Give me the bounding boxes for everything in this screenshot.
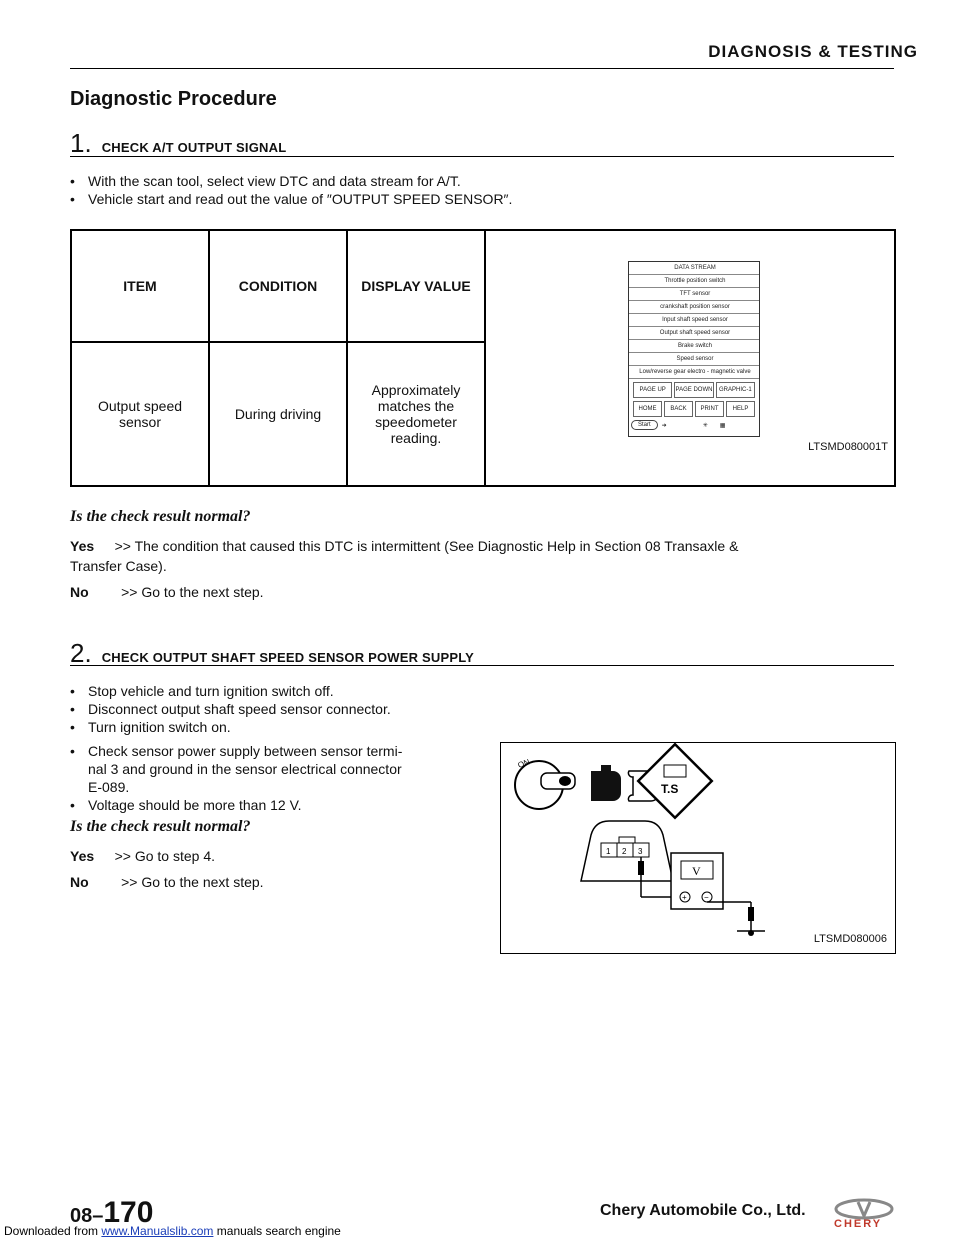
voltage-check-figure (500, 742, 896, 954)
company-name: Chery Automobile Co., Ltd. (600, 1202, 806, 1219)
yes-text-continued: Transfer Case). (70, 558, 167, 574)
figure-id: LTSMD080001T (808, 441, 888, 453)
list-item: • Turn ignition switch on. (70, 719, 231, 735)
pin-3-label: 3 (638, 847, 643, 856)
no-label: No (70, 584, 89, 600)
step-2-bullets-2 (70, 742, 470, 814)
list-item: • Check sensor power supply between sensor termi- (70, 743, 403, 759)
key-on-label: ON (516, 757, 531, 770)
download-notice: Downloaded from www.Manualslib.com manuals search engine (4, 1224, 341, 1238)
table-header-display-value: DISPLAY VALUE (347, 230, 485, 342)
list-item: Input shaft speed sensor (629, 314, 759, 327)
sensor-connector-icon (581, 821, 673, 881)
print-button: PRINT (695, 401, 724, 417)
help-button: HELP (726, 401, 755, 417)
step-1-heading (70, 128, 286, 159)
step-1-yes-answer (70, 538, 900, 556)
step-1-rule (70, 156, 894, 157)
list-item: Output shaft speed sensor (629, 327, 759, 340)
list-item: TFT sensor (629, 288, 759, 301)
data-stream-figure-cell (485, 230, 895, 486)
list-item: • With the scan tool, select view DTC and data stream for A/T. (70, 173, 461, 189)
table-cell-item: Output speed sensor (71, 342, 209, 486)
no-text: >> Go to the next step. (121, 584, 264, 600)
step-1-question: Is the check result normal? (70, 508, 251, 525)
yes-text: >> Go to step 4. (114, 848, 215, 864)
step-2-question: Is the check result normal? (70, 818, 251, 835)
home-button: HOME (633, 401, 662, 417)
list-item-continued: E-089. (88, 779, 130, 795)
wiring-diagram (501, 743, 895, 953)
data-stream-title: DATA STREAM (629, 262, 759, 275)
list-item: Speed sensor (629, 353, 759, 366)
list-item: Throttle position switch (629, 275, 759, 288)
step-2-title: CHECK OUTPUT SHAFT SPEED SENSOR POWER SUPPLY (101, 650, 475, 665)
pin-2-label: 2 (622, 847, 627, 856)
section-header: DIAGNOSIS & TESTING (708, 42, 918, 61)
step-2-number: 2. (70, 638, 92, 668)
list-item: • Voltage should be more than 12 V. (70, 797, 302, 813)
no-text: >> Go to the next step. (121, 874, 264, 890)
list-item: Low/reverse gear electro - magnetic valve (629, 366, 759, 379)
minus-label: − (704, 893, 709, 902)
page-down-button: PAGE DOWN (674, 382, 713, 398)
yes-text: >> The condition that caused this DTC is intermittent (See Diagnostic Help in Section 08 Transaxle & (114, 538, 739, 554)
ts-label: T.S (661, 782, 679, 796)
step-1-title: CHECK A/T OUTPUT SIGNAL (101, 140, 287, 155)
keyboard-icon: ▦ (719, 422, 726, 429)
yes-label: Yes (70, 848, 95, 864)
list-item: • Stop vehicle and turn ignition switch off. (70, 683, 334, 699)
step-2-bullets (70, 682, 470, 736)
start-button: Start (631, 420, 658, 430)
list-item: crankshaft position sensor (629, 301, 759, 314)
no-label: No (70, 874, 89, 890)
step-2-rule (70, 665, 894, 666)
step-1-bullets (70, 172, 770, 208)
step-1-no-answer (70, 584, 264, 602)
list-item-continued: nal 3 and ground in the sensor electrical connector (88, 761, 402, 777)
voltmeter-icon (671, 853, 723, 909)
table-header-condition: CONDITION (209, 230, 347, 342)
plus-label: + (682, 893, 687, 902)
list-item: • Disconnect output shaft speed sensor connector. (70, 701, 391, 717)
ts-warning-icon (638, 744, 712, 818)
step-2-no-answer (70, 874, 264, 892)
figure-id: LTSMD080006 (813, 933, 887, 945)
spec-table (70, 229, 896, 487)
data-stream-screen (628, 261, 760, 437)
yes-label: Yes (70, 538, 95, 554)
pin-1-label: 1 (606, 847, 611, 856)
page-up-button: PAGE UP (633, 382, 672, 398)
light-icon: ✳ (702, 422, 708, 429)
chery-logo-text: CHERY (834, 1218, 883, 1230)
step-1-number: 1. (70, 128, 92, 158)
table-cell-condition: During driving (209, 342, 347, 486)
page-title: Diagnostic Procedure (70, 88, 277, 110)
table-header-item: ITEM (71, 230, 209, 342)
step-2-yes-answer (70, 848, 215, 866)
chery-logo (832, 1198, 896, 1232)
voltmeter-label: V (692, 864, 701, 878)
header-rule (70, 68, 894, 69)
list-item: • Vehicle start and read out the value of ″OUTPUT SPEED SENSOR″. (70, 191, 513, 207)
list-item: Brake switch (629, 340, 759, 353)
graphic-button: GRAPHIC-1 (716, 382, 755, 398)
back-button: BACK (664, 401, 693, 417)
arrow-icon: ➜ (661, 422, 667, 429)
table-cell-display-value: Approximately matches the speedometer reading. (347, 342, 485, 486)
page-number: 08–170 (70, 1196, 154, 1229)
manualslib-link[interactable]: www.Manualslib.com (101, 1224, 214, 1238)
